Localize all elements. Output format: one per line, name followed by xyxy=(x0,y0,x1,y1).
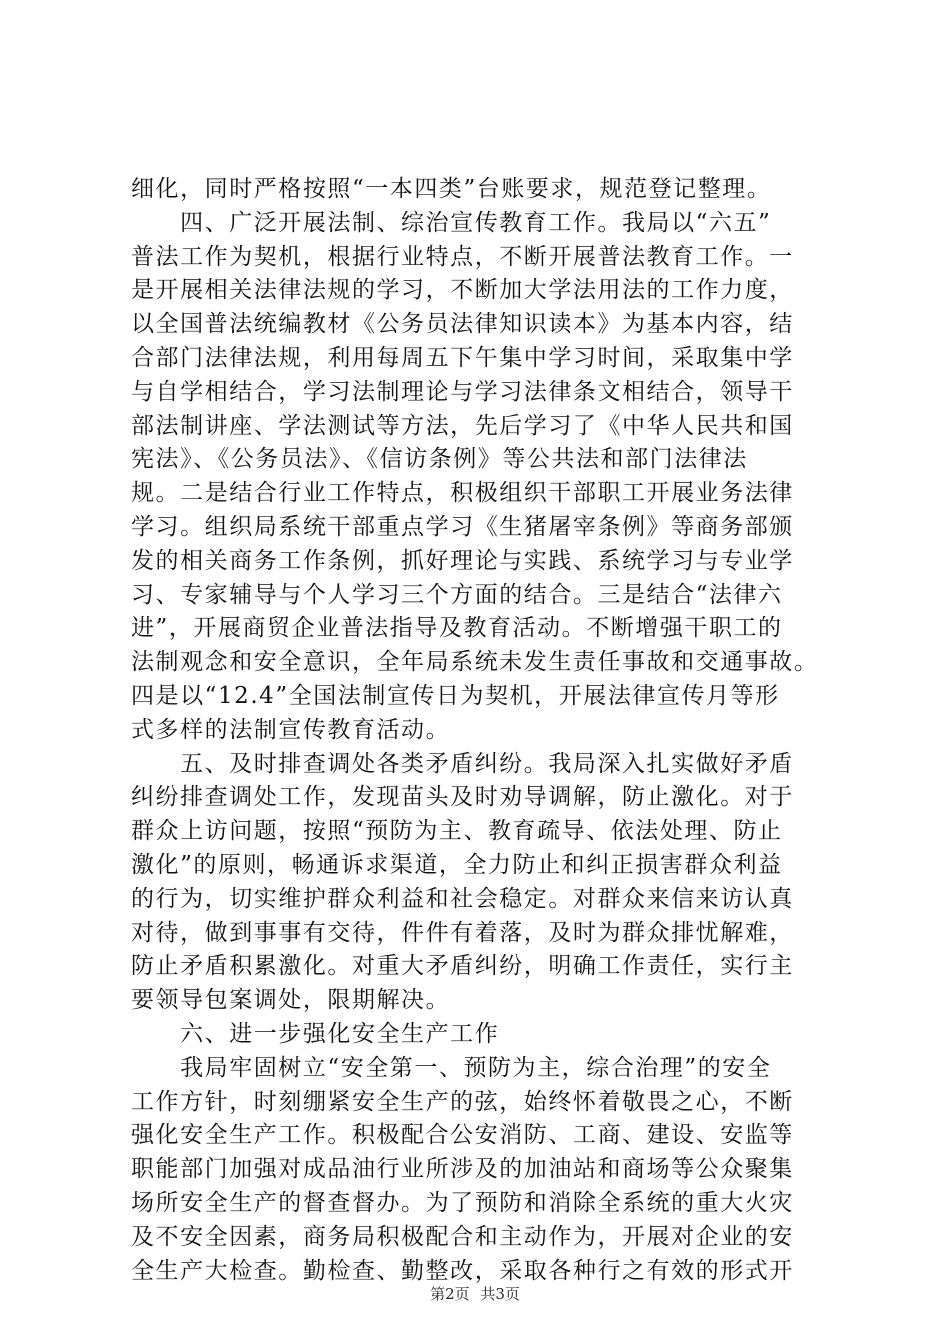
text-line: 五、及时排查调处各类矛盾纠纷。我局深入扎实做好矛盾 xyxy=(131,750,794,777)
text-line: 强化安全生产工作。积极配合公安消防、工商、建设、安监等 xyxy=(131,1122,794,1149)
text-line: 防止矛盾积累激化。对重大矛盾纠纷，明确工作责任，实行主 xyxy=(131,953,794,980)
text-line: 激化”的原则，畅通诉求渠道，全力防止和纠正损害群众利益 xyxy=(131,851,783,878)
text-line: 学习。组织局系统干部重点学习《生猪屠宰条例》等商务部颁 xyxy=(131,513,794,540)
text-line: 四、广泛开展法制、综治宣传教育工作。我局以“六五” xyxy=(131,209,772,236)
text-line: 场所安全生产的督查督办。为了预防和消除全系统的重大火灾 xyxy=(131,1189,794,1216)
text-line: 合部门法律法规，利用每周五下午集中学习时间，采取集中学 xyxy=(131,344,794,371)
text-line: 职能部门加强对成品油行业所涉及的加油站和商场等公众聚集 xyxy=(131,1156,794,1183)
text-line: 习、专家辅导与个人学习三个方面的结合。三是结合“法律六 xyxy=(131,581,783,608)
text-line: 四是以“12.4”全国法制宣传日为契机，开展法律宣传月等形 xyxy=(131,682,780,709)
text-line: 及不安全因素，商务局积极配合和主动作为，开展对企业的安 xyxy=(131,1223,794,1250)
text-line: 是开展相关法律法规的学习，不断加大学法用法的工作力度， xyxy=(131,277,794,304)
text-line: 细化，同时严格按照“一本四类”台账要求，规范登记整理。 xyxy=(131,176,772,202)
text-line: 与自学相结合，学习法制理论与学习法律条文相结合，领导干 xyxy=(131,378,794,405)
text-line: 全生产大检查。勤检查、勤整改，采取各种行之有效的形式开 xyxy=(131,1257,794,1284)
text-line: 对待，做到事事有交待，件件有着落，及时为群众排忧解难， xyxy=(131,919,794,946)
text-line: 发的相关商务工作条例，抓好理论与实践、系统学习与专业学 xyxy=(131,547,794,574)
text-line: 进”，开展商贸企业普法指导及教育活动。不断增强干职工的 xyxy=(131,615,783,642)
text-line: 规。二是结合行业工作特点，积极组织干部职工开展业务法律 xyxy=(131,480,794,507)
text-line: 群众上访问题，按照“预防为主、教育疏导、依法处理、防止 xyxy=(131,818,783,845)
page-number-current: 第2页 xyxy=(430,1285,470,1303)
text-line: 的行为，切实维护群众利益和社会稳定。对群众来信来访认真 xyxy=(131,885,794,912)
text-line: 要领导包案调处，限期解决。 xyxy=(131,987,451,1014)
text-line: 我局牢固树立“安全第一、预防为主，综合治理”的安全 xyxy=(131,1054,772,1081)
text-line: 宪法》、《公务员法》、《信访条例》等公共法和部门法律法 xyxy=(131,446,748,473)
text-line: 六、进一步强化安全生产工作 xyxy=(131,1020,500,1047)
page-footer xyxy=(0,1283,950,1304)
text-line: 部法制讲座、学法测试等方法，先后学习了《中华人民共和国 xyxy=(131,412,794,439)
text-line: 纠纷排查调处工作，发现苗头及时劝导调解，防止激化。对于 xyxy=(131,784,794,811)
text-line: 普法工作为契机，根据行业特点，不断开展普法教育工作。一 xyxy=(131,243,794,270)
text-line: 式多样的法制宣传教育活动。 xyxy=(131,716,451,743)
page-number-total: 共3页 xyxy=(480,1285,520,1303)
text-line: 以全国普法统编教材《公务员法律知识读本》为基本内容，结 xyxy=(131,311,794,338)
text-line: 工作方针，时刻绷紧安全生产的弦，始终怀着敬畏之心，不断 xyxy=(131,1088,794,1115)
text-line: 法制观念和安全意识，全年局系统未发生责任事故和交通事故。 xyxy=(131,649,819,676)
document-body xyxy=(131,173,831,1288)
